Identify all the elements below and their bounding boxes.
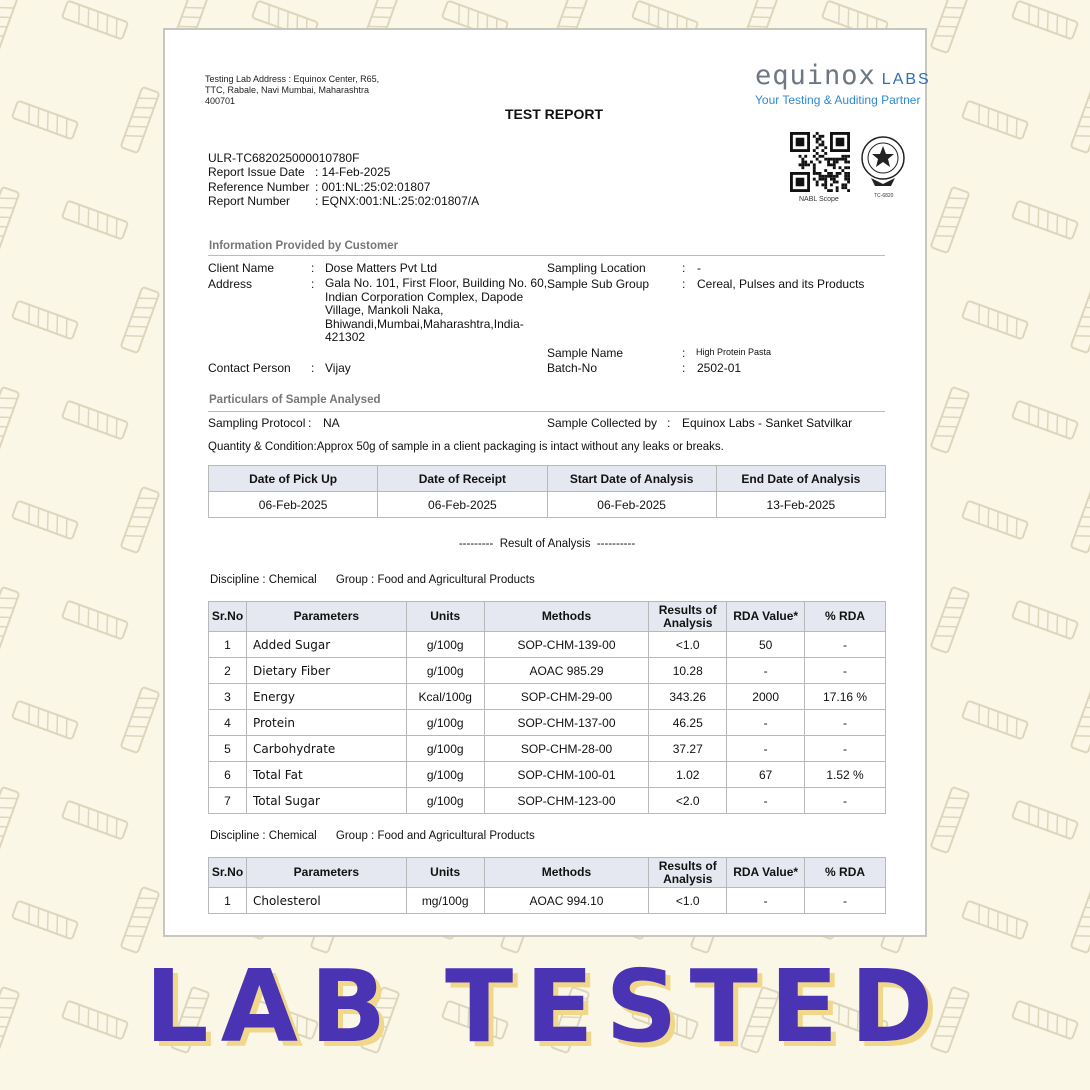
parameter-cell: Dietary Fiber	[246, 658, 406, 684]
results-table-cholesterol	[208, 857, 886, 914]
address-line: Gala No. 101, First Floor, Building No. 60,	[325, 276, 548, 290]
unit-cell: g/100g	[406, 762, 484, 788]
divider	[208, 255, 885, 256]
result-cell: 343.26	[649, 684, 727, 710]
method-cell: SOP-CHM-123-00	[484, 788, 649, 814]
table-row	[209, 736, 886, 762]
method-cell: SOP-CHM-29-00	[484, 684, 649, 710]
sr-no-cell: 3	[209, 684, 247, 710]
unit-cell: g/100g	[406, 658, 484, 684]
rda-value-cell: 67	[727, 762, 805, 788]
method-cell: SOP-CHM-100-01	[484, 762, 649, 788]
meta-label: Reference Number	[208, 179, 310, 194]
parameter-cell: Added Sugar	[246, 632, 406, 658]
logo-tagline: Your Testing & Auditing Partner	[755, 93, 921, 107]
table-row	[209, 632, 886, 658]
sr-no-cell: 1	[209, 632, 247, 658]
quantity-condition-value: Approx 50g of sample in a client packaging is intact without any leaks or breaks.	[316, 441, 724, 453]
table-row	[209, 888, 886, 914]
customer-section-heading: Information Provided by Customer	[209, 240, 399, 252]
method-header: Methods	[484, 858, 649, 888]
table-row	[209, 762, 886, 788]
rda-value-cell: -	[727, 788, 805, 814]
percent-rda-header: % RDA	[805, 602, 886, 632]
percent-rda-cell: -	[805, 632, 886, 658]
result-header: Results of Analysis	[649, 602, 727, 632]
result-cell: 1.02	[649, 762, 727, 788]
ulr-number: ULR-TC682025000010780F	[208, 151, 360, 165]
sample-name-value: High Protein Pasta	[696, 347, 772, 357]
percent-rda-cell: -	[805, 710, 886, 736]
date-receipt-header: Date of Receipt	[378, 466, 547, 492]
meta-value: : EQNX:001:NL:25:02:01807/A	[315, 194, 480, 208]
meta-label: Report Number	[208, 194, 291, 208]
rda-value-header: RDA Value*	[727, 602, 805, 632]
sample-section-heading: Particulars of Sample Analysed	[209, 394, 381, 406]
rda-value-cell: 2000	[727, 684, 805, 710]
rda-value-header: RDA Value*	[727, 858, 805, 888]
result-cell: <1.0	[649, 632, 727, 658]
meta-value: : 001:NL:25:02:01807	[315, 179, 431, 194]
parameter-cell: Energy	[246, 684, 406, 710]
meta-label: Report Issue Date	[208, 165, 305, 179]
address-label: Address	[208, 277, 253, 291]
sample-collected-value: Equinox Labs - Sanket Satvilkar	[682, 416, 853, 430]
percent-rda-header: % RDA	[805, 858, 886, 888]
percent-rda-cell: -	[805, 736, 886, 762]
percent-rda-cell: -	[805, 888, 886, 914]
parameter-header: Parameters	[246, 858, 406, 888]
sr-no-header: Sr.No	[209, 602, 247, 632]
sr-no-cell: 5	[209, 736, 247, 762]
rda-value-cell: 50	[727, 632, 805, 658]
sr-no-header: Sr.No	[209, 858, 247, 888]
parameter-cell: Protein	[246, 710, 406, 736]
address-line: Bhiwandi,Mumbai,Maharashtra,India-	[325, 316, 524, 331]
sample-name-label: Sample Name	[547, 346, 624, 360]
accreditation-seal-icon	[858, 134, 908, 194]
qr-code-icon	[790, 132, 850, 192]
sr-no-cell: 1	[209, 888, 247, 914]
percent-rda-cell: 1.52 %	[805, 762, 886, 788]
unit-cell: g/100g	[406, 736, 484, 762]
date-pickup-value: 06-Feb-2025	[209, 492, 378, 518]
result-cell: 37.27	[649, 736, 727, 762]
nabl-scope-caption: NABL Scope	[799, 196, 839, 203]
contact-person-value: Vijay	[325, 361, 351, 375]
rda-value-cell: -	[727, 736, 805, 762]
sampling-location-label: Sampling Location	[547, 261, 646, 275]
rda-value-cell: -	[727, 658, 805, 684]
parameter-cell: Cholesterol	[246, 888, 406, 914]
method-cell: SOP-CHM-137-00	[484, 710, 649, 736]
sampling-protocol-value: NA	[323, 416, 340, 430]
result-cell: <2.0	[649, 788, 727, 814]
sr-no-cell: 6	[209, 762, 247, 788]
address-line: Indian Corporation Complex, Dapode	[325, 289, 524, 304]
meta-value: : 14-Feb-2025	[315, 165, 391, 179]
sample-sub-group-value: Cereal, Pulses and its Products	[697, 277, 865, 291]
start-date-value: 06-Feb-2025	[547, 492, 716, 518]
percent-rda-cell: 17.16 %	[805, 684, 886, 710]
result-heading: --------- Result of Analysis ----------	[458, 538, 636, 550]
logo-name: equinox	[755, 60, 876, 91]
cert-code: TC-6820	[874, 193, 894, 199]
percent-rda-cell: -	[805, 658, 886, 684]
parameter-cell: Total Fat	[246, 762, 406, 788]
lab-address-line: TTC, Rabale, Navi Mumbai, Maharashtra	[205, 85, 370, 95]
batch-no-value: 2502-01	[697, 361, 742, 375]
quantity-condition: Quantity & Condition:Approx 50g of sample in a client packaging is intact without any leaks or breaks.	[208, 441, 724, 453]
sr-no-cell: 2	[209, 658, 247, 684]
client-name-value: Dose Matters Pvt Ltd	[325, 261, 438, 275]
sample-sub-group-label: Sample Sub Group	[547, 277, 650, 291]
parameter-cell: Total Sugar	[246, 788, 406, 814]
sr-no-cell: 4	[209, 710, 247, 736]
end-date-header: End Date of Analysis	[716, 466, 885, 492]
percent-rda-cell: -	[805, 788, 886, 814]
unit-cell: mg/100g	[406, 888, 484, 914]
rda-value-cell: -	[727, 888, 805, 914]
method-cell: AOAC 985.29	[484, 658, 649, 684]
unit-cell: g/100g	[406, 788, 484, 814]
report-meta	[208, 165, 479, 209]
dates-table	[208, 465, 886, 518]
table-row	[209, 684, 886, 710]
results-table-chemical	[208, 601, 886, 814]
method-cell: AOAC 994.10	[484, 888, 649, 914]
result-cell: 10.28	[649, 658, 727, 684]
address-line: 421302	[325, 330, 366, 344]
unit-cell: g/100g	[406, 710, 484, 736]
rda-value-cell: -	[727, 710, 805, 736]
lab-address-line: 400701	[205, 96, 236, 106]
table-row	[209, 710, 886, 736]
sample-collected-label: Sample Collected by	[547, 416, 658, 430]
sampling-protocol-label: Sampling Protocol	[208, 416, 306, 430]
discipline-line: Discipline : Chemical Group : Food and Agricultural Products	[210, 830, 535, 842]
result-header: Results of Analysis	[649, 858, 727, 888]
unit-cell: g/100g	[406, 632, 484, 658]
date-pickup-header: Date of Pick Up	[209, 466, 378, 492]
divider	[208, 411, 885, 412]
parameter-header: Parameters	[246, 602, 406, 632]
method-header: Methods	[484, 602, 649, 632]
lab-address	[205, 74, 405, 107]
result-cell: 46.25	[649, 710, 727, 736]
client-name-label: Client Name	[208, 261, 275, 275]
end-date-value: 13-Feb-2025	[716, 492, 885, 518]
discipline-line: Discipline : Chemical Group : Food and Agricultural Products	[210, 574, 535, 586]
unit-header: Units	[406, 602, 484, 632]
equinox-labs-logo	[755, 60, 931, 107]
sr-no-cell: 7	[209, 788, 247, 814]
sampling-location-value: -	[697, 261, 701, 275]
address-value	[325, 277, 547, 345]
quantity-condition-label: Quantity & Condition	[208, 441, 314, 453]
result-cell: <1.0	[649, 888, 727, 914]
report-title: TEST REPORT	[505, 106, 604, 122]
method-cell: SOP-CHM-139-00	[484, 632, 649, 658]
method-cell: SOP-CHM-28-00	[484, 736, 649, 762]
batch-no-label: Batch-No	[547, 361, 598, 375]
parameter-cell: Carbohydrate	[246, 736, 406, 762]
start-date-header: Start Date of Analysis	[547, 466, 716, 492]
table-row	[209, 788, 886, 814]
unit-cell: Kcal/100g	[406, 684, 484, 710]
contact-person-label: Contact Person	[208, 361, 291, 375]
unit-header: Units	[406, 858, 484, 888]
address-line: Village, Mankoli Naka,	[325, 303, 444, 317]
logo-suffix: LABS	[881, 71, 931, 88]
table-row	[209, 658, 886, 684]
test-report-document: Testing Lab Address : Equinox Center, R65, TTC, Rabale, Navi Mumbai, Maharashtra 400701 TEST REPORT equinox LABS Your Testing & Auditing Partner NABL Scope TC-6820 ULR-TC682025000010780F Report Issue Date : 14-Feb-2025 Reference Number : 001:NL:25:02:01807 Report Number : EQNX:001:NL:25:02:01807/A Information Provided by Customer Client Name : Dose Matters Pvt Ltd Address : Gala No. 101, First Floor, Building No. 60, Indian Corporation Complex, Dapode Village, Mankoli Naka, Bhiwandi,Mumbai,Maharashtra,India- 421302 Contact Person : Vijay Sampling Location : - Sample Sub Group : Cereal, Pulses and its Products Sample Name : High Protein Pasta Batch-No : 2502-01 Particulars of Sample Analysed Sampling Protocol : NA Sample Collected by : Equinox Labs - Sanket Satvilkar Quantity & Condition:Approx 50g of sample in a client packaging is intact without any leaks or breaks. Date of Pick Up Date of Receipt Start Date of Analysis End Date of Analysis 06-Feb-2025 06-Feb-2025 06-Feb-2025 13-Feb-2025 --------- Result of Analysis ---------- Discipline : Chemical Group : Food and Agricultural Products Sr.No Parameters Units Methods Results of Analysis RDA Value* % RDA 1 Added Sugar g/100g SOP-CHM-139-00 <1.0 50 - 2 Dietary Fiber g/100g AOAC 985.29 10.28 - - 3 Energy Kcal/100g SOP-CHM-29-00 343.26 2000 17.16 % 4 Protein g/100g SOP-CHM-137-00 46.25 - - 5 Carbohydrate g/100g SOP-CHM-28-00 37.27 - - 6 Total Fat g/100g SOP-CHM-100-01 1.02 67 1.52 % 7 Total Sugar g/100g SOP-CHM-123-00 <2.0 - - Discipline : Chemical Group : Food and Agricultural Products Sr.No Parameters Units Methods Results of Analysis RDA Value* % RDA 1 Cholesterol mg/100g AOAC 994.10 <1.0 - -	[163, 28, 927, 937]
lab-tested-banner: LAB TESTED	[144, 948, 946, 1065]
date-receipt-value: 06-Feb-2025	[378, 492, 547, 518]
lab-address-line: Testing Lab Address : Equinox Center, R65,	[205, 74, 380, 84]
